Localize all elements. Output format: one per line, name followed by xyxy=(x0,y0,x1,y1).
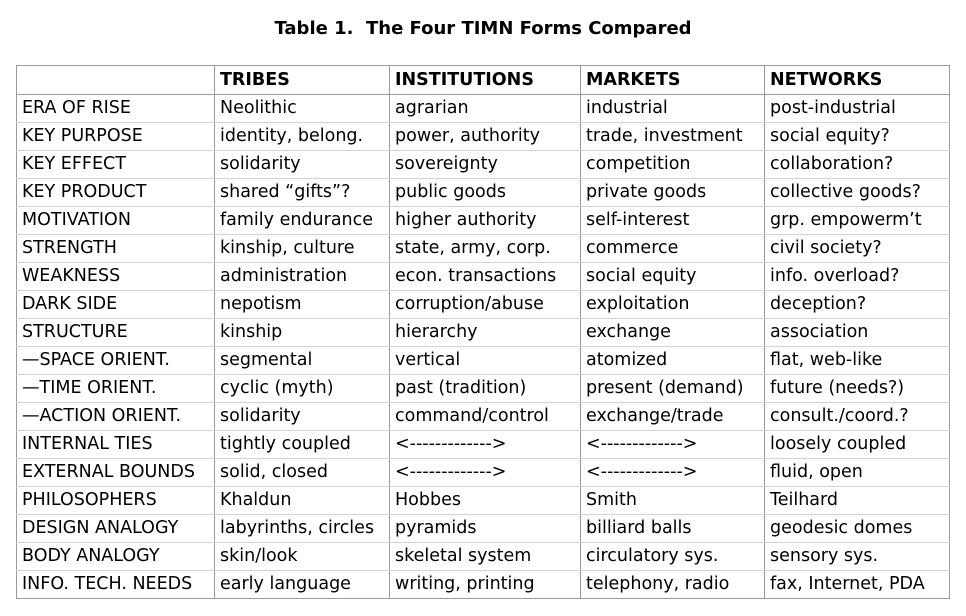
markets-cell: <-------------> xyxy=(581,431,765,459)
markets-cell: trade, investment xyxy=(581,123,765,151)
table-row xyxy=(17,151,950,179)
institutions-cell: sovereignty xyxy=(390,151,581,179)
institutions-cell: command/control xyxy=(390,403,581,431)
networks-cell: loosely coupled xyxy=(765,431,950,459)
tribes-cell: family endurance xyxy=(215,207,390,235)
table-row xyxy=(17,179,950,207)
networks-cell: sensory sys. xyxy=(765,543,950,571)
institutions-cell: <-------------> xyxy=(390,459,581,487)
row-label: —TIME ORIENT. xyxy=(17,375,215,403)
tribes-cell: kinship xyxy=(215,319,390,347)
institutions-cell: pyramids xyxy=(390,515,581,543)
tribes-cell: segmental xyxy=(215,347,390,375)
markets-cell: exchange/trade xyxy=(581,403,765,431)
row-label: KEY PURPOSE xyxy=(17,123,215,151)
timn-comparison-table xyxy=(16,65,950,599)
tribes-cell: solidarity xyxy=(215,151,390,179)
row-label: EXTERNAL BOUNDS xyxy=(17,459,215,487)
table-row xyxy=(17,459,950,487)
table-row xyxy=(17,235,950,263)
networks-cell: consult./coord.? xyxy=(765,403,950,431)
institutions-cell: econ. transactions xyxy=(390,263,581,291)
markets-cell: billiard balls xyxy=(581,515,765,543)
tribes-cell: skin/look xyxy=(215,543,390,571)
institutions-cell: public goods xyxy=(390,179,581,207)
institutions-cell: corruption/abuse xyxy=(390,291,581,319)
table-row xyxy=(17,319,950,347)
institutions-cell: agrarian xyxy=(390,95,581,123)
markets-cell: telephony, radio xyxy=(581,571,765,599)
row-label: —SPACE ORIENT. xyxy=(17,347,215,375)
institutions-cell: higher authority xyxy=(390,207,581,235)
markets-cell: exploitation xyxy=(581,291,765,319)
networks-cell: collaboration? xyxy=(765,151,950,179)
table-row xyxy=(17,403,950,431)
markets-cell: industrial xyxy=(581,95,765,123)
table-row xyxy=(17,431,950,459)
header-cell-tribes: TRIBES xyxy=(215,66,390,95)
networks-cell: civil society? xyxy=(765,235,950,263)
institutions-cell: state, army, corp. xyxy=(390,235,581,263)
markets-cell: circulatory sys. xyxy=(581,543,765,571)
institutions-cell: Hobbes xyxy=(390,487,581,515)
markets-cell: present (demand) xyxy=(581,375,765,403)
networks-cell: deception? xyxy=(765,291,950,319)
row-label: PHILOSOPHERS xyxy=(17,487,215,515)
row-label: INFO. TECH. NEEDS xyxy=(17,571,215,599)
row-label: STRUCTURE xyxy=(17,319,215,347)
tribes-cell: nepotism xyxy=(215,291,390,319)
markets-cell: self-interest xyxy=(581,207,765,235)
networks-cell: post-industrial xyxy=(765,95,950,123)
table-row xyxy=(17,347,950,375)
institutions-cell: past (tradition) xyxy=(390,375,581,403)
table-row xyxy=(17,543,950,571)
row-label: STRENGTH xyxy=(17,235,215,263)
row-label: MOTIVATION xyxy=(17,207,215,235)
tribes-cell: solid, closed xyxy=(215,459,390,487)
institutions-cell: hierarchy xyxy=(390,319,581,347)
tribes-cell: Neolithic xyxy=(215,95,390,123)
table-body xyxy=(17,95,950,599)
header-cell-markets: MARKETS xyxy=(581,66,765,95)
markets-cell: competition xyxy=(581,151,765,179)
markets-cell: social equity xyxy=(581,263,765,291)
tribes-cell: identity, belong. xyxy=(215,123,390,151)
row-label: DESIGN ANALOGY xyxy=(17,515,215,543)
institutions-cell: skeletal system xyxy=(390,543,581,571)
tribes-cell: solidarity xyxy=(215,403,390,431)
header-cell-empty xyxy=(17,66,215,95)
table-row xyxy=(17,95,950,123)
row-label: DARK SIDE xyxy=(17,291,215,319)
tribes-cell: early language xyxy=(215,571,390,599)
tribes-cell: shared “gifts”? xyxy=(215,179,390,207)
networks-cell: future (needs?) xyxy=(765,375,950,403)
markets-cell: <-------------> xyxy=(581,459,765,487)
networks-cell: info. overload? xyxy=(765,263,950,291)
table-row xyxy=(17,571,950,599)
networks-cell: association xyxy=(765,319,950,347)
markets-cell: commerce xyxy=(581,235,765,263)
row-label: KEY EFFECT xyxy=(17,151,215,179)
networks-cell: fluid, open xyxy=(765,459,950,487)
row-label: —ACTION ORIENT. xyxy=(17,403,215,431)
markets-cell: private goods xyxy=(581,179,765,207)
institutions-cell: vertical xyxy=(390,347,581,375)
table-row xyxy=(17,123,950,151)
table-row xyxy=(17,291,950,319)
table-row xyxy=(17,515,950,543)
table-row xyxy=(17,263,950,291)
row-label: ERA OF RISE xyxy=(17,95,215,123)
header-cell-networks: NETWORKS xyxy=(765,66,950,95)
institutions-cell: <-------------> xyxy=(390,431,581,459)
institutions-cell: writing, printing xyxy=(390,571,581,599)
tribes-cell: labyrinths, circles xyxy=(215,515,390,543)
tribes-cell: Khaldun xyxy=(215,487,390,515)
table-row xyxy=(17,207,950,235)
row-label: WEAKNESS xyxy=(17,263,215,291)
networks-cell: fax, Internet, PDA xyxy=(765,571,950,599)
row-label: INTERNAL TIES xyxy=(17,431,215,459)
networks-cell: Teilhard xyxy=(765,487,950,515)
header-cell-institutions: INSTITUTIONS xyxy=(390,66,581,95)
table-caption: Table 1. The Four TIMN Forms Compared xyxy=(274,18,692,39)
tribes-cell: kinship, culture xyxy=(215,235,390,263)
markets-cell: exchange xyxy=(581,319,765,347)
networks-cell: social equity? xyxy=(765,123,950,151)
row-label: KEY PRODUCT xyxy=(17,179,215,207)
table-row xyxy=(17,375,950,403)
networks-cell: flat, web-like xyxy=(765,347,950,375)
institutions-cell: power, authority xyxy=(390,123,581,151)
networks-cell: geodesic domes xyxy=(765,515,950,543)
networks-cell: collective goods? xyxy=(765,179,950,207)
markets-cell: atomized xyxy=(581,347,765,375)
networks-cell: grp. empowerm’t xyxy=(765,207,950,235)
markets-cell: Smith xyxy=(581,487,765,515)
header-row xyxy=(17,66,950,95)
row-label: BODY ANALOGY xyxy=(17,543,215,571)
table-row xyxy=(17,487,950,515)
tribes-cell: cyclic (myth) xyxy=(215,375,390,403)
tribes-cell: administration xyxy=(215,263,390,291)
tribes-cell: tightly coupled xyxy=(215,431,390,459)
